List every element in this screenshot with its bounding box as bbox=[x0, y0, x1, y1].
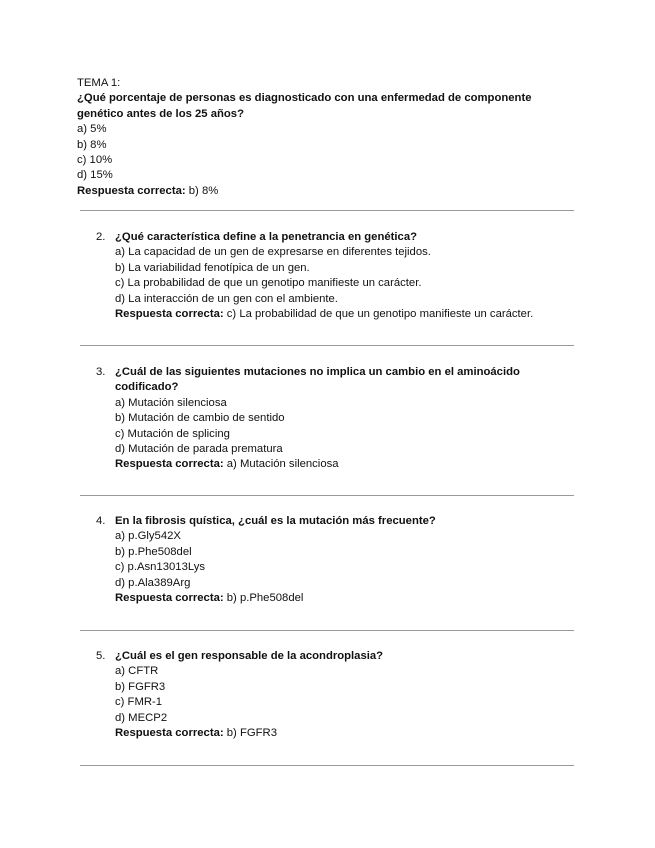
answer-label: Respuesta correcta: bbox=[115, 727, 224, 740]
separator-line bbox=[80, 495, 574, 496]
option-b: b) La variabilidad fenotípica de un gen. bbox=[115, 261, 310, 274]
answer-label: Respuesta correcta: bbox=[115, 592, 224, 605]
answer-value: b) p.Phe508del bbox=[223, 592, 304, 605]
answer-value: b) 8% bbox=[185, 184, 219, 197]
option-b: b) 8% bbox=[77, 138, 107, 151]
option-d: d) 15% bbox=[77, 169, 113, 182]
option-c: c) 10% bbox=[77, 154, 113, 167]
answer-label: Respuesta correcta: bbox=[115, 308, 224, 321]
answer-label: Respuesta correcta: bbox=[115, 458, 224, 471]
correct-answer bbox=[115, 726, 565, 741]
correct-answer bbox=[77, 184, 577, 199]
option-a: a) Mutación silenciosa bbox=[115, 396, 227, 409]
question-number: 5. bbox=[96, 650, 106, 662]
option-b: b) p.Phe508del bbox=[115, 545, 192, 558]
option-b: b) Mutación de cambio de sentido bbox=[115, 412, 285, 425]
section-heading: TEMA 1: bbox=[77, 77, 121, 89]
option-c: c) FMR-1 bbox=[115, 696, 163, 709]
option-c: c) Mutación de splicing bbox=[115, 427, 230, 440]
question-number: 2. bbox=[96, 231, 106, 243]
option-a: a) La capacidad de un gen de expresarse en diferentes tejidos. bbox=[115, 246, 431, 259]
question-text: ¿Qué porcentaje de personas es diagnosticado con una enfermedad de componente genético antes de los 25 años? bbox=[77, 92, 532, 120]
question-text: ¿Cuál es el gen responsable de la acondroplasia? bbox=[115, 650, 384, 662]
correct-answer bbox=[115, 307, 565, 322]
answer-value: a) Mutación silenciosa bbox=[223, 458, 339, 471]
option-d: d) Mutación de parada prematura bbox=[115, 443, 283, 456]
option-a: a) p.Gly542X bbox=[115, 530, 181, 543]
option-a: a) 5% bbox=[77, 123, 107, 136]
question-block-1 bbox=[77, 76, 577, 199]
question-number: 4. bbox=[96, 515, 106, 527]
option-c: c) p.Asn13013Lys bbox=[115, 561, 206, 574]
question-text: ¿Qué característica define a la penetrancia en genética? bbox=[115, 231, 417, 243]
option-d: d) p.Ala389Arg bbox=[115, 576, 191, 589]
answer-value: c) La probabilidad de que un genotipo manifieste un carácter. bbox=[223, 308, 534, 321]
option-d: d) La interacción de un gen con el ambiente. bbox=[115, 292, 338, 305]
answer-value: b) FGFR3 bbox=[223, 727, 277, 740]
separator-line bbox=[80, 210, 574, 211]
separator-line bbox=[80, 630, 574, 631]
separator-line bbox=[80, 765, 574, 766]
option-a: a) CFTR bbox=[115, 665, 159, 678]
correct-answer bbox=[115, 591, 565, 606]
option-d: d) MECP2 bbox=[115, 711, 168, 724]
question-number: 3. bbox=[96, 366, 106, 378]
question-text: En la fibrosis quística, ¿cuál es la mutación más frecuente? bbox=[115, 515, 436, 527]
answer-label: Respuesta correcta: bbox=[77, 184, 186, 197]
option-c: c) La probabilidad de que un genotipo manifieste un carácter. bbox=[115, 277, 422, 290]
correct-answer bbox=[115, 457, 565, 472]
separator-line bbox=[80, 345, 574, 346]
option-b: b) FGFR3 bbox=[115, 680, 166, 693]
question-text: ¿Cuál de las siguientes mutaciones no implica un cambio en el aminoácido codificado? bbox=[115, 366, 520, 394]
